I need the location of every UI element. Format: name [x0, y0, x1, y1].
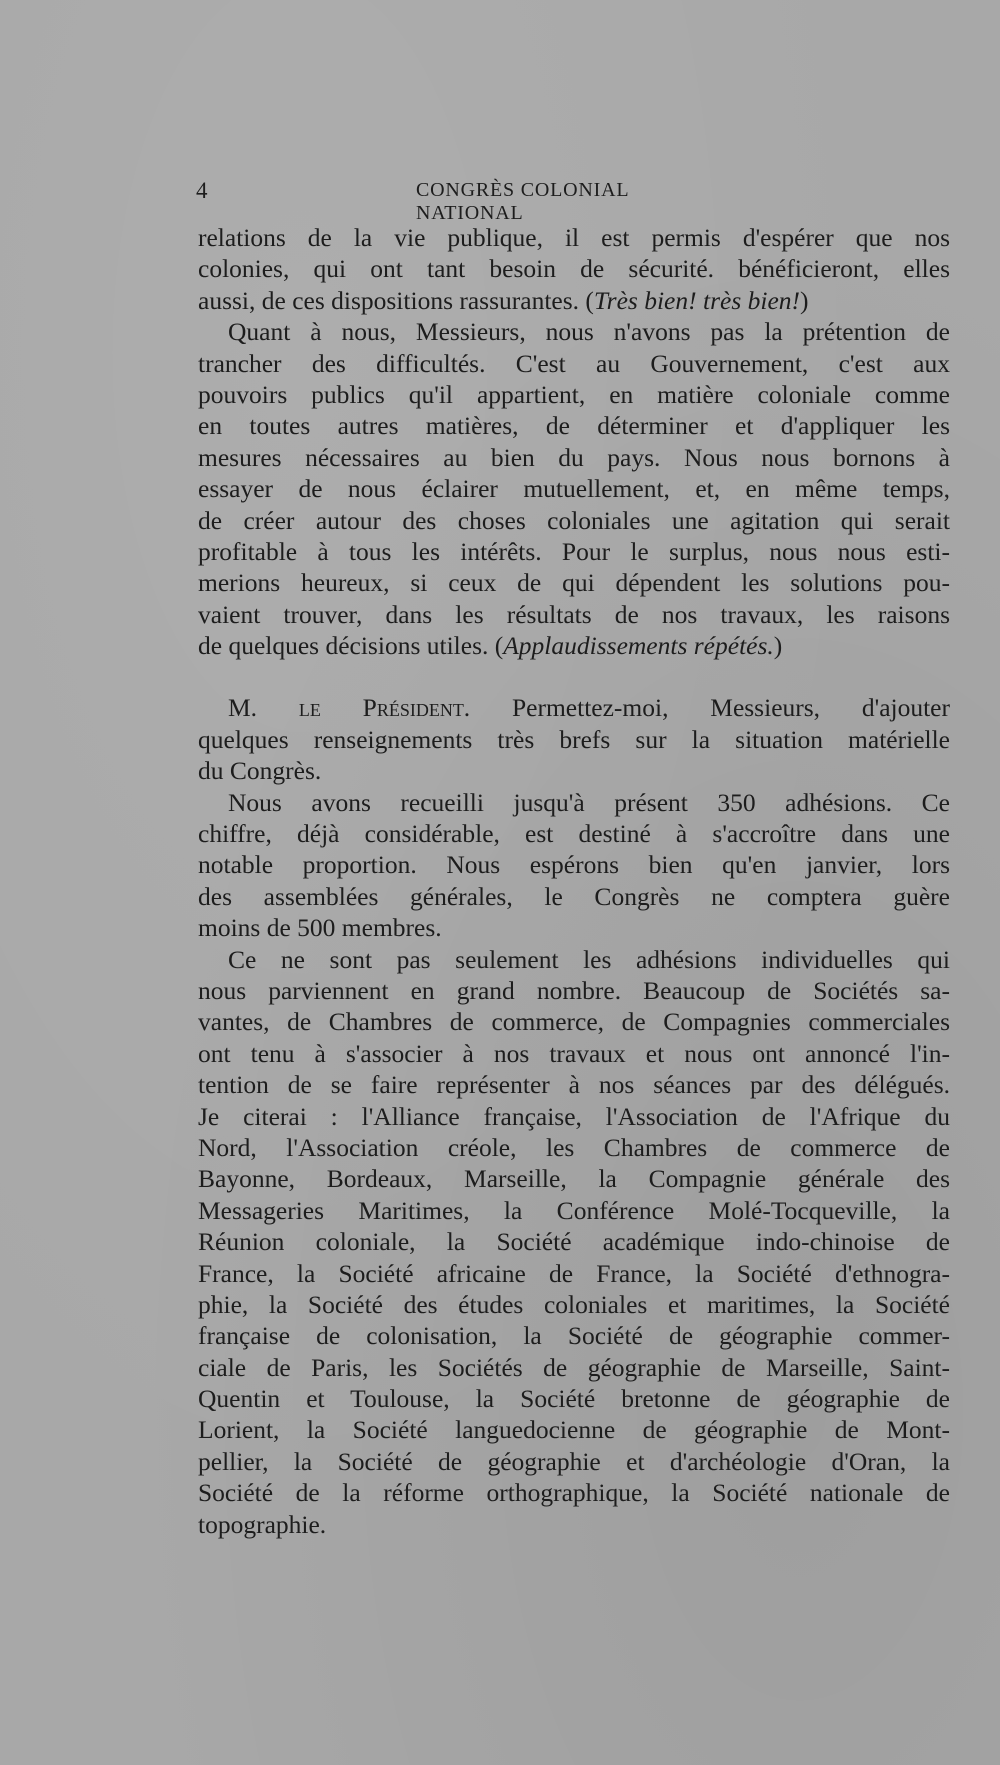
text-line: vantes, de Chambres de commerce, de Compagnies commerciales — [198, 1007, 950, 1037]
text-line: moins de 500 membres. — [198, 913, 442, 943]
paragraph-1 — [198, 222, 950, 316]
text-line: Lorient, la Société languedocienne de géographie de Mont- — [198, 1415, 950, 1445]
text-span: ) — [773, 631, 783, 661]
paragraph-5 — [198, 944, 950, 1540]
text-line: pouvoirs publics qu'il appartient, en matière coloniale comme — [198, 379, 950, 409]
text-line: Société de la réforme orthographique, la Société nationale de — [198, 1478, 950, 1508]
text-line: merions heureux, si ceux de qui dépendent les solutions pou- — [198, 568, 950, 598]
text-line: essayer de nous éclairer mutuellement, et, en même temps, — [198, 474, 950, 504]
text-line: ciale de Paris, les Sociétés de géographie de Marseille, Saint- — [198, 1352, 950, 1382]
text-line: Quentin et Toulouse, la Société bretonne de géographie de — [198, 1384, 950, 1414]
page-body — [198, 222, 950, 1540]
applause-note: Très bien! très bien! — [593, 285, 801, 315]
text-line: phie, la Société des études coloniales et maritimes, la Société — [198, 1289, 950, 1319]
text-line — [198, 285, 950, 316]
text-line — [198, 692, 950, 723]
applause-note: Applaudissements répétés. — [503, 631, 774, 661]
text-line: profitable à tous les intérêts. Pour le surplus, nous nous esti- — [198, 536, 950, 566]
text-line — [198, 630, 950, 661]
text-line: Messageries Maritimes, la Conférence Molé-Tocqueville, la — [198, 1195, 950, 1225]
text-line: Bayonne, Bordeaux, Marseille, la Compagnie générale des — [198, 1164, 950, 1194]
text-line: Je citerai : l'Alliance française, l'Association de l'Afrique du — [198, 1101, 950, 1131]
text-line: ont tenu à s'associer à nos travaux et nous ont annoncé l'in- — [198, 1038, 950, 1068]
text-line: des assemblées générales, le Congrès ne comptera guère — [198, 881, 950, 911]
running-title: CONGRÈS COLONIAL NATIONAL — [416, 179, 629, 224]
paragraph-3 — [198, 692, 950, 786]
text-span: ) — [800, 285, 809, 315]
text-line: nous parviennent en grand nombre. Beaucoup de Sociétés sa- — [198, 975, 950, 1005]
text-line: colonies, qui ont tant besoin de sécurité. bénéficieront, elles — [198, 254, 950, 284]
text-line: en toutes autres matières, de déterminer et d'appliquer les — [198, 411, 950, 441]
text-line: Nous avons recueilli jusqu'à présent 350 adhésions. Ce — [228, 787, 950, 817]
text-line: Réunion coloniale, la Société académique indo-chinoise de — [198, 1227, 950, 1257]
text-line: France, la Société africaine de France, la Société d'ethnogra- — [198, 1258, 950, 1288]
page-number: 4 — [196, 178, 208, 203]
speaker-name: M. le Président. — [228, 693, 471, 723]
text-line: mesures nécessaires au bien du pays. Nous nous bornons à — [198, 442, 950, 472]
text-span: aussi, de ces dispositions rassurantes. ( — [198, 285, 594, 315]
text-span: de quelques décisions utiles. ( — [198, 631, 504, 661]
text-line: de créer autour des choses coloniales une agitation qui serait — [198, 505, 950, 535]
text-line: française de colonisation, la Société de géographie commer- — [198, 1321, 950, 1351]
text-line: pellier, la Société de géographie et d'archéologie d'Oran, la — [198, 1446, 950, 1476]
text-line: quelques renseignements très brefs sur la situation matérielle — [198, 724, 950, 754]
text-line: relations de la vie publique, il est permis d'espérer que nos — [198, 223, 950, 252]
running-head — [196, 178, 730, 224]
text-line: vaient trouver, dans les résultats de nos travaux, les raisons — [198, 599, 950, 629]
text-line: topographie. — [198, 1509, 327, 1539]
text-line: trancher des difficultés. C'est au Gouvernement, c'est aux — [198, 348, 950, 378]
text-line: Nord, l'Association créole, les Chambres de commerce de — [198, 1132, 950, 1162]
text-line: chiffre, déjà considérable, est destiné à s'accroître dans une — [198, 819, 950, 849]
paragraph-gap — [198, 661, 950, 692]
text-span: Permettez-moi, Messieurs, d'ajouter — [470, 693, 950, 723]
paragraph-2 — [198, 316, 950, 661]
paragraph-4 — [198, 787, 950, 944]
text-line: Ce ne sont pas seulement les adhésions individuelles qui — [228, 944, 950, 974]
text-line: notable proportion. Nous espérons bien qu'en janvier, lors — [198, 850, 950, 880]
text-line: du Congrès. — [198, 756, 322, 786]
text-line: Quant à nous, Messieurs, nous n'avons pas la prétention de — [228, 317, 950, 347]
text-line: tention de se faire représenter à nos séances par des délégués. — [198, 1070, 950, 1100]
